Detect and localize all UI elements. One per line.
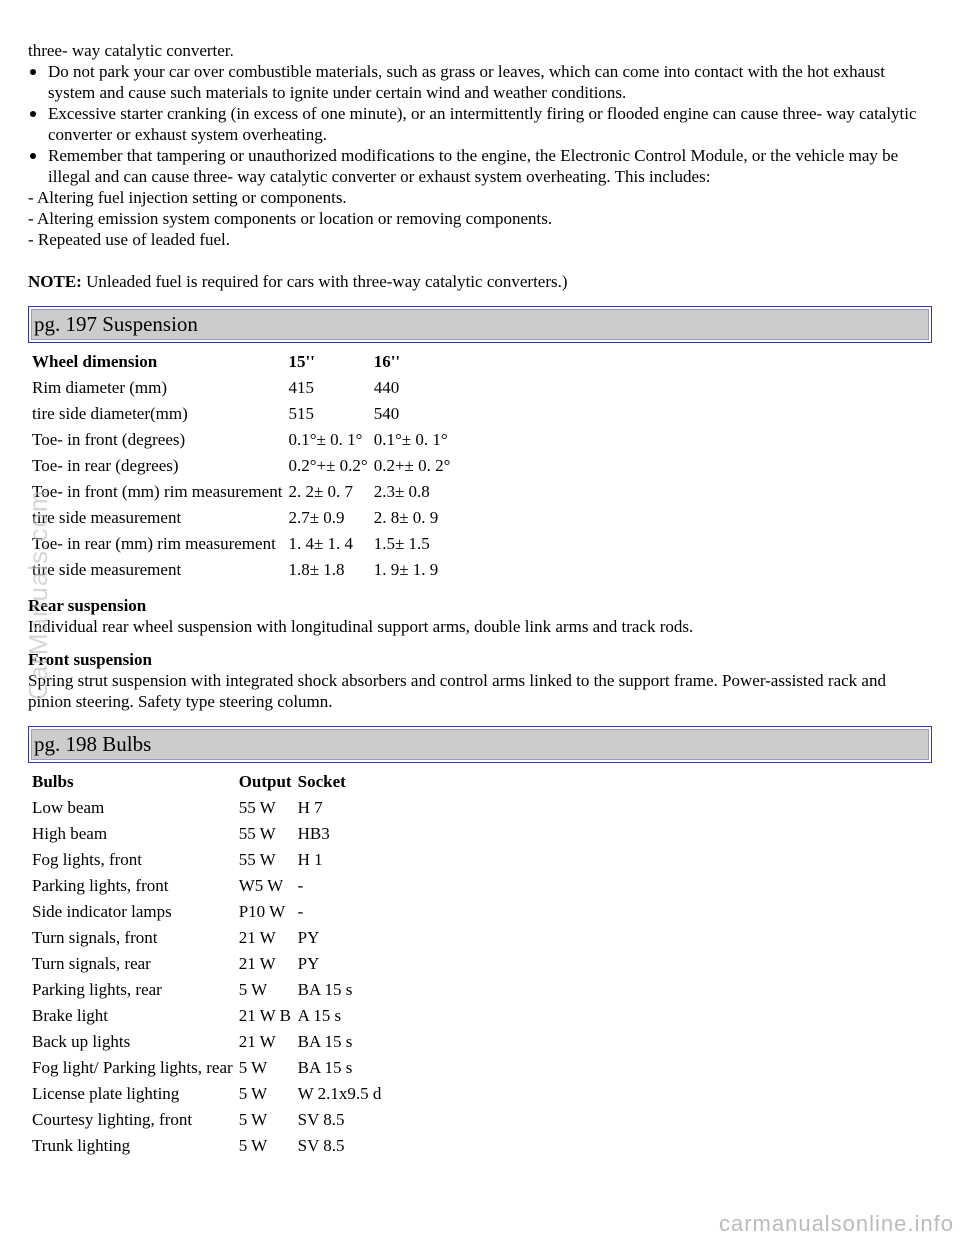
bulbs-table-cell: Turn signals, front bbox=[32, 927, 158, 947]
bulbs-table-cell: P10 W bbox=[238, 901, 286, 921]
bulbs-table-cell: BA 15 s bbox=[297, 979, 353, 999]
suspension-column-header: 16'' bbox=[373, 351, 401, 371]
front-suspension-heading: Front suspension bbox=[28, 650, 152, 669]
suspension-table-cell: 0.1°± 0. 1° bbox=[373, 429, 448, 449]
suspension-table-cell: Toe- in front (degrees) bbox=[32, 429, 186, 449]
suspension-table-row bbox=[30, 427, 452, 451]
warning-item bbox=[28, 103, 932, 145]
suspension-table-row bbox=[30, 557, 452, 581]
suspension-table-cell: 415 bbox=[288, 377, 314, 397]
bottom-watermark: carmanualsonline.info bbox=[718, 1211, 954, 1236]
bulbs-table-row bbox=[30, 899, 383, 923]
bulbs-table-cell: Low beam bbox=[32, 797, 105, 817]
suspension-table-cell: tire side measurement bbox=[32, 507, 182, 527]
suspension-section-header bbox=[28, 306, 932, 343]
bullet-icon bbox=[30, 111, 36, 117]
suspension-column-header: 15'' bbox=[288, 351, 315, 371]
suspension-table-cell: tire side measurement bbox=[32, 559, 182, 579]
bulbs-table-cell: 21 W bbox=[238, 927, 276, 947]
suspension-table-cell: 1.5± 1.5 bbox=[373, 533, 430, 553]
bulbs-table-cell: 5 W bbox=[238, 1083, 268, 1103]
bulbs-table-cell: PY bbox=[297, 953, 320, 973]
suspension-table-cell: 0.1°± 0. 1° bbox=[288, 429, 363, 449]
bulbs-table-cell: SV 8.5 bbox=[297, 1109, 345, 1129]
suspension-section-title: pg. 197 Suspension bbox=[31, 309, 929, 340]
suspension-table-cell: 540 bbox=[373, 403, 400, 423]
bulbs-table-cell: - bbox=[297, 901, 304, 921]
bulbs-table-cell: A 15 s bbox=[297, 1005, 342, 1025]
suspension-table-cell: Rim diameter (mm) bbox=[32, 377, 168, 397]
suspension-table-cell: 1. 9± 1. 9 bbox=[373, 559, 439, 579]
bulbs-table-cell: Turn signals, rear bbox=[32, 953, 151, 973]
includes-item: - Repeated use of leaded fuel. bbox=[28, 230, 231, 249]
suspension-table-row bbox=[30, 505, 452, 529]
front-suspension-block bbox=[28, 649, 932, 712]
bullet-icon bbox=[30, 153, 36, 159]
warning-text: Remember that tampering or unauthorized modifications to the engine, the Electronic Control Module, or the vehicle may be illegal and can cause three- way catalytic converter or exhaust system overheating. This includes: bbox=[48, 146, 899, 186]
bulbs-table-row bbox=[30, 977, 383, 1001]
bulbs-table-cell: - bbox=[297, 875, 304, 895]
bulbs-table-row bbox=[30, 1029, 383, 1053]
warning-item bbox=[28, 61, 932, 103]
bulbs-table-cell: 5 W bbox=[238, 979, 268, 999]
warning-text: Do not park your car over combustible materials, such as grass or leaves, which can come into contact with the hot exhaust system and cause such materials to ignite under certain wind and weather conditions. bbox=[48, 62, 886, 102]
bulbs-table-cell: H 7 bbox=[297, 797, 323, 817]
warning-list bbox=[28, 61, 932, 187]
bulbs-table-cell: W5 W bbox=[238, 875, 284, 895]
bulbs-table-cell: 55 W bbox=[238, 849, 276, 869]
bulbs-table-cell: BA 15 s bbox=[297, 1031, 353, 1051]
suspension-table-cell: 1.8± 1.8 bbox=[288, 559, 345, 579]
suspension-table-cell: 2. 2± 0. 7 bbox=[288, 481, 354, 501]
suspension-table-row bbox=[30, 401, 452, 425]
suspension-table-cell: Toe- in rear (degrees) bbox=[32, 455, 179, 475]
warning-text: Excessive starter cranking (in excess of one minute), or an intermittently firing or flooded engine can cause three- way catalytic converter or exhaust system overheating. bbox=[48, 104, 917, 144]
suspension-column-header: Wheel dimension bbox=[32, 351, 158, 371]
suspension-table-row bbox=[30, 531, 452, 555]
suspension-table-cell: Toe- in front (mm) rim measurement bbox=[32, 481, 283, 501]
bulbs-table-cell: 55 W bbox=[238, 823, 276, 843]
bulbs-table-cell: 21 W B bbox=[238, 1005, 291, 1025]
includes-item: - Altering emission system components or location or removing components. bbox=[28, 209, 553, 228]
suspension-table bbox=[28, 347, 454, 583]
suspension-table-row bbox=[30, 479, 452, 503]
suspension-table-cell: tire side diameter(mm) bbox=[32, 403, 188, 423]
note-paragraph bbox=[28, 271, 932, 292]
bulbs-table-cell: Brake light bbox=[32, 1005, 109, 1025]
suspension-table-row bbox=[30, 375, 452, 399]
bulbs-table-row bbox=[30, 1107, 383, 1131]
suspension-table-cell: 2.7± 0.9 bbox=[288, 507, 345, 527]
bulbs-table-cell: Parking lights, rear bbox=[32, 979, 162, 999]
bulbs-table-cell: HB3 bbox=[297, 823, 330, 843]
bulbs-table-cell: BA 15 s bbox=[297, 1057, 353, 1077]
bulbs-table-cell: 21 W bbox=[238, 953, 276, 973]
bulbs-column-header: Socket bbox=[297, 771, 346, 791]
side-watermark: CarManuals.com bbox=[23, 489, 53, 700]
bulbs-table-cell: Fog light/ Parking lights, rear bbox=[32, 1057, 233, 1077]
bulbs-table-cell: License plate lighting bbox=[32, 1083, 180, 1103]
bulbs-table-cell: SV 8.5 bbox=[297, 1135, 345, 1155]
suspension-table-row bbox=[30, 453, 452, 477]
bulbs-header-row bbox=[30, 769, 383, 793]
bulbs-table-row bbox=[30, 951, 383, 975]
front-suspension-text: Spring strut suspension with integrated shock absorbers and control arms linked to the support frame. Power-assisted rack and pinion steering. Safety type steering column. bbox=[28, 671, 886, 711]
bulbs-section-header bbox=[28, 726, 932, 763]
bulbs-table-cell: 5 W bbox=[238, 1135, 268, 1155]
bulbs-table-row bbox=[30, 847, 383, 871]
suspension-table-cell: 440 bbox=[373, 377, 400, 397]
bulbs-table-cell: Parking lights, front bbox=[32, 875, 169, 895]
bulbs-table-cell: 5 W bbox=[238, 1109, 268, 1129]
bulbs-table-row bbox=[30, 795, 383, 819]
bulbs-table-row bbox=[30, 1055, 383, 1079]
suspension-header-row bbox=[30, 349, 452, 373]
bullet-icon bbox=[30, 69, 36, 75]
suspension-table-cell: Toe- in rear (mm) rim measurement bbox=[32, 533, 276, 553]
bulbs-table-cell: Side indicator lamps bbox=[32, 901, 172, 921]
note-label: NOTE: bbox=[28, 272, 82, 291]
suspension-table-cell: 1. 4± 1. 4 bbox=[288, 533, 354, 553]
bulbs-table-cell: H 1 bbox=[297, 849, 323, 869]
rear-suspension-heading: Rear suspension bbox=[28, 596, 147, 615]
bulbs-table-cell: Fog lights, front bbox=[32, 849, 143, 869]
bulbs-table-cell: Trunk lighting bbox=[32, 1135, 131, 1155]
bulbs-table-cell: W 2.1x9.5 d bbox=[297, 1083, 382, 1103]
manual-page bbox=[23, 40, 932, 1159]
rear-suspension-block bbox=[28, 595, 932, 637]
suspension-table-cell: 2.3± 0.8 bbox=[373, 481, 430, 501]
rear-suspension-text: Individual rear wheel suspension with longitudinal support arms, double link arms and track rods. bbox=[28, 617, 694, 636]
bulbs-table-cell: High beam bbox=[32, 823, 108, 843]
bulbs-table-cell: 55 W bbox=[238, 797, 276, 817]
bulbs-table-row bbox=[30, 925, 383, 949]
bulbs-column-header: Output bbox=[238, 771, 292, 791]
bulbs-table-row bbox=[30, 821, 383, 845]
includes-item: - Altering fuel injection setting or components. bbox=[28, 188, 347, 207]
bulbs-table-row bbox=[30, 1133, 383, 1157]
suspension-table-cell: 515 bbox=[288, 403, 314, 423]
warning-item bbox=[28, 145, 932, 187]
bulbs-table-row bbox=[30, 873, 383, 897]
bulbs-table-row bbox=[30, 1081, 383, 1105]
bulbs-table-cell: 21 W bbox=[238, 1031, 276, 1051]
bulbs-column-header: Bulbs bbox=[32, 771, 74, 791]
bulbs-table-cell: Courtesy lighting, front bbox=[32, 1109, 193, 1129]
bulbs-table-row bbox=[30, 1003, 383, 1027]
bulbs-section-title: pg. 198 Bulbs bbox=[31, 729, 929, 760]
suspension-table-cell: 2. 8± 0. 9 bbox=[373, 507, 439, 527]
suspension-table-cell: 0.2°+± 0.2° bbox=[288, 455, 368, 475]
bulbs-table bbox=[28, 767, 385, 1159]
suspension-table-cell: 0.2+± 0. 2° bbox=[373, 455, 451, 475]
bulbs-table-cell: PY bbox=[297, 927, 320, 947]
bulbs-table-cell: Back up lights bbox=[32, 1031, 131, 1051]
note-text: Unleaded fuel is required for cars with three-way catalytic converters.) bbox=[81, 272, 568, 291]
intro-lead: three- way catalytic converter. bbox=[28, 41, 234, 60]
bulbs-table-cell: 5 W bbox=[238, 1057, 268, 1077]
